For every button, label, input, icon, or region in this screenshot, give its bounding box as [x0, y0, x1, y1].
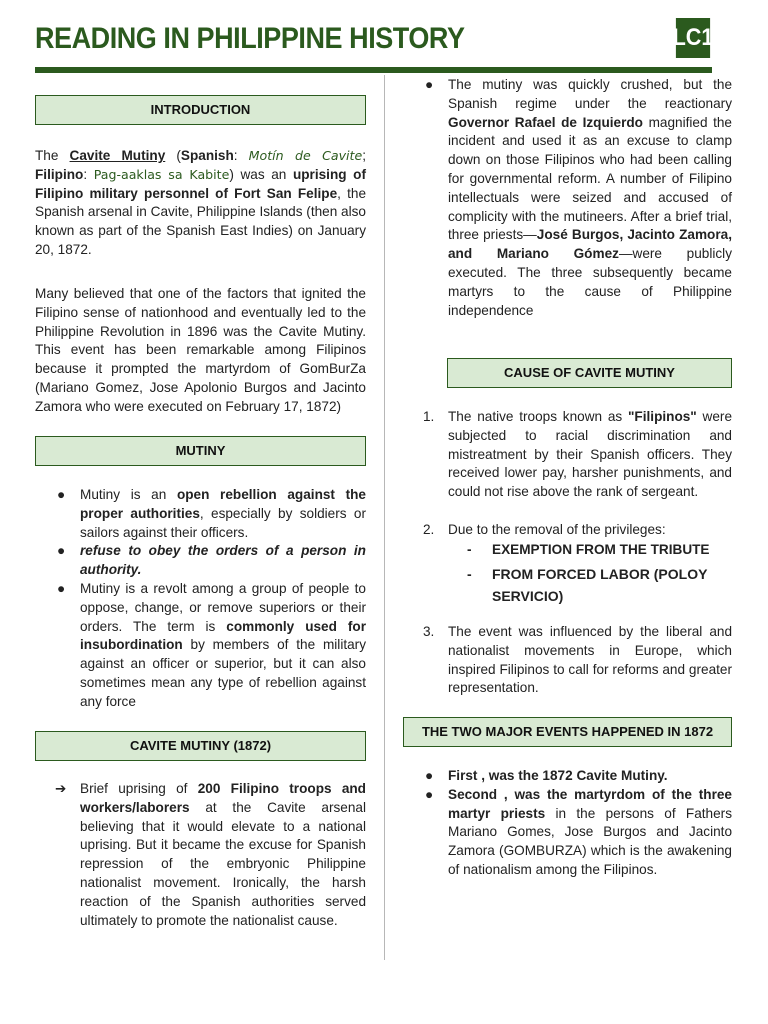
introduction-heading: INTRODUCTION — [35, 95, 366, 125]
privileges-sublist — [403, 541, 732, 607]
list-item: - FROM FORCED LABOR (POLOY SERVICIO) — [403, 563, 732, 607]
cause-list-cont — [403, 623, 732, 698]
cause-list — [403, 408, 732, 540]
list-number: 3. — [423, 624, 435, 639]
list-item: ➔ Brief uprising of 200 Filipino troops and workers/laborers at the Cavite arsenal believing that it would elevate to a national uprising. But it became the excuse for Spanish repression of the embryonic Philippine nationalist movement. Ironically, the harsh reaction of the Spanish authorities served ultimately to promote the nationalist cause. — [55, 781, 366, 928]
two-events-list — [403, 767, 732, 880]
introduction-paragraph-1: The Cavite Mutiny (Spanish: Motín de Cavite; Filipino: Pag-aaklas sa Kabite) was an uprising of Filipino military personnel of Fort San Felipe, the Spanish arsenal in Cavite, Philippine Islands (then also known as part of the Spanish East Indies) on January 20, 1872. — [35, 148, 367, 257]
dash-icon: - — [467, 565, 472, 582]
list-item: ● refuse to obey the orders of a person in authority. — [57, 543, 366, 578]
list-item: ● The mutiny was quickly crushed, but the Spanish regime under the reactionary Governor Rafael de Izquierdo magnified the incident and used it as an excuse to clamp down on those Filipinos who had been calling for governmental reform. A number of Filipino intellectuals were seized and accused of complicity with the mutineers. After a brief trial, three priests—José Burgos, Jacinto Zamora, and Mariano Gómez—were publicly executed. The three subsequently became martyrs to the cause of Philippine independence — [425, 77, 732, 318]
list-item: ● First , was the 1872 Cavite Mutiny. — [403, 767, 732, 786]
list-number: 2. — [423, 521, 435, 537]
list-item: 2. Due to the removal of the privileges: — [403, 521, 732, 540]
bullet-icon: ● — [57, 487, 66, 502]
mutiny-aftermath-list — [403, 76, 732, 320]
cavite-mutiny-heading: CAVITE MUTINY (1872) — [35, 731, 366, 761]
cause-heading: CAUSE OF CAVITE MUTINY — [447, 358, 732, 388]
list-number: 1. — [423, 409, 435, 424]
list-item: ● Mutiny is an open rebellion against the proper authorities, especially by soldiers or sailors against their officers. — [57, 487, 366, 540]
cavite-mutiny-list — [35, 780, 366, 930]
document-title: READING IN PHILIPPINE HISTORY — [35, 22, 465, 55]
bullet-icon: ● — [57, 543, 66, 559]
mutiny-list — [35, 486, 366, 712]
column-divider — [384, 75, 385, 960]
header-rule — [35, 67, 712, 73]
two-events-heading: THE TWO MAJOR EVENTS HAPPENED IN 1872 — [403, 717, 732, 747]
lesson-badge: LC1 — [676, 18, 710, 58]
list-item: - EXEMPTION FROM THE TRIBUTE — [403, 541, 732, 560]
bullet-icon: ● — [425, 77, 434, 92]
list-item: ● Mutiny is a revolt among a group of people to oppose, change, or remove superiors or their orders. The term is commonly used for insubordination by members of the military against an officer or superior, but it can also sometimes mean any type of rebellion against any force — [57, 580, 366, 709]
introduction-paragraph-2: Many believed that one of the factors that ignited the Filipino sense of nationhood and eventually led to the Philippine Revolution in 1896 was the Cavite Mutiny. This event has been remarkable among Filipinos because it prompted the martyrdom of GomBurZa (Mariano Gomez, Jose Apolonio Burgos and Jacinto Zamora who were executed on February 17, 1872) — [35, 286, 366, 414]
list-item: ● Second , was the martyrdom of the three martyr priests in the persons of Fathers Mariano Gomes, Jose Burgos and Jacinto Zamora (GOMBURZA) which is the awakening of nationalism among the Filipinos. — [425, 786, 732, 877]
dash-icon: - — [467, 542, 472, 557]
bullet-icon: ● — [57, 580, 66, 596]
list-item: 3. The event was influenced by the liberal and nationalist movements in Europe, which inspired Filipinos to call for reforms and greater representation. — [423, 624, 732, 696]
arrow-right-icon: ➔ — [55, 781, 67, 796]
bullet-icon: ● — [425, 786, 434, 802]
list-item: 1. The native troops known as "Filipinos" were subjected to racial discrimination and mistreatment by their Spanish officers. They received lower pay, harsher punishments, and could not rise above the rank of sergeant. — [423, 409, 732, 500]
mutiny-heading: MUTINY — [35, 436, 366, 466]
bullet-icon: ● — [425, 768, 434, 783]
